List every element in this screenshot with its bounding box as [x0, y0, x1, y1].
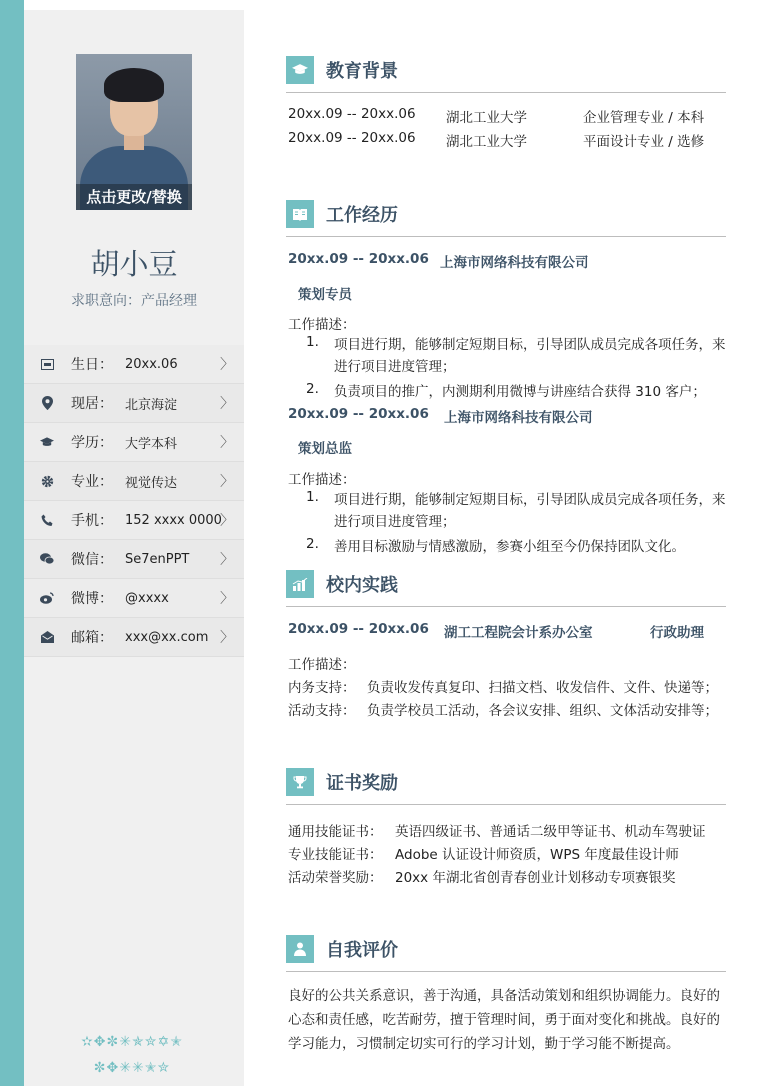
sidebar: [24, 10, 244, 1086]
campus-line: [288, 676, 718, 696]
section-title: 校内实践: [326, 575, 398, 596]
candidate-name: 胡小豆: [90, 247, 178, 281]
section-campus: [286, 570, 726, 607]
section-title: 工作经历: [326, 205, 398, 226]
award-line: [288, 866, 676, 886]
chevron-right-icon: 〉: [220, 513, 234, 529]
info-label: 微信：: [71, 552, 113, 568]
job-desc-label: 工作描述：: [288, 472, 356, 488]
job-position: 策划总监: [298, 441, 352, 457]
award-line: [288, 820, 706, 840]
info-item-education[interactable]: [24, 423, 244, 462]
section-awards: [286, 768, 726, 805]
edu-date: 20xx.09 -- 20xx.06: [288, 106, 416, 122]
info-value: xxx@xx.com: [125, 629, 209, 645]
line-text: 20xx 年湖北省创青春创业计划移动专项赛银奖: [395, 870, 676, 886]
line-text: 英语四级证书、普通话二级甲等证书、机动车驾驶证: [395, 824, 706, 840]
decorative-stars-top: ✫✥✼✳✯✮✡✭: [81, 1034, 183, 1050]
chevron-right-icon: 〉: [220, 435, 234, 451]
left-accent-bar: [0, 0, 24, 1086]
section-self-evaluation: [286, 935, 726, 972]
item-text: 负责项目的推广，内测期利用微博与讲座结合获得 310 客户；: [334, 384, 706, 400]
item-text: 项目进行期，能够制定短期目标，引导团队成员完成各项任务，来进行项目进度管理；: [334, 337, 726, 375]
item-text: 善用目标激励与情感激励，参赛小组至今仍保持团队文化。: [334, 539, 685, 555]
section-title: 自我评价: [326, 940, 398, 961]
education-row: [288, 106, 705, 126]
line-text: Adobe 认证设计师资质，WPS 年度最佳设计师: [395, 847, 679, 863]
graduation-cap-icon: [40, 435, 54, 449]
info-value: 视觉传达: [125, 475, 178, 491]
campus-desc-label: 工作描述：: [288, 657, 356, 673]
edu-major: 平面设计专业 / 选修: [583, 134, 705, 150]
location-pin-icon: [40, 396, 54, 410]
photo-replace-caption[interactable]: 点击更改/替换: [76, 184, 192, 210]
line-label: 活动支持：: [288, 703, 356, 719]
section-title: 证书奖励: [326, 773, 398, 794]
job-company: 上海市网络科技有限公司: [440, 255, 589, 271]
item-number: 1.: [306, 489, 319, 505]
personal-info-list: [24, 345, 244, 657]
profile-photo[interactable]: [76, 54, 192, 210]
info-item-major[interactable]: [24, 462, 244, 501]
line-text: 负责收发传真复印、扫描文档、收发信件、文件、快递等；: [367, 680, 718, 696]
mail-icon: [40, 630, 54, 644]
job-intent: 求职意向：产品经理: [71, 293, 197, 309]
campus-header: [288, 621, 704, 641]
info-item-email[interactable]: [24, 618, 244, 657]
campus-date: 20xx.09 -- 20xx.06: [288, 621, 429, 637]
bar-chart-icon: [286, 570, 314, 598]
person-icon: [286, 935, 314, 963]
item-number: 2.: [306, 536, 319, 552]
section-education: [286, 56, 726, 93]
item-text: 项目进行期，能够制定短期目标，引导团队成员完成各项任务，来进行项目进度管理；: [334, 492, 726, 530]
edu-major: 企业管理专业 / 本科: [583, 110, 705, 126]
chevron-right-icon: 〉: [220, 552, 234, 568]
campus-role: 行政助理: [650, 625, 704, 641]
info-label: 邮箱：: [71, 630, 113, 646]
info-item-weibo[interactable]: [24, 579, 244, 618]
edu-school: 湖北工业大学: [446, 134, 527, 150]
info-label: 手机：: [71, 513, 113, 529]
chevron-right-icon: 〉: [220, 591, 234, 607]
info-label: 专业：: [71, 474, 113, 490]
trophy-icon: [286, 768, 314, 796]
info-item-residence[interactable]: [24, 384, 244, 423]
info-label: 现居：: [71, 396, 113, 412]
job-header: [288, 406, 593, 426]
info-value: 20xx.06: [125, 356, 178, 372]
info-value: 152 xxxx 0000: [125, 512, 222, 528]
award-line: [288, 843, 679, 863]
campus-line: [288, 699, 718, 719]
weibo-icon: [40, 591, 54, 605]
line-label: 专业技能证书：: [288, 847, 383, 863]
book-icon: [286, 200, 314, 228]
decorative-stars-bottom: ✼✥✳✳✭✮: [93, 1060, 171, 1076]
section-title: 教育背景: [326, 61, 398, 82]
info-label: 学历：: [71, 435, 113, 451]
info-item-wechat[interactable]: [24, 540, 244, 579]
item-number: 2.: [306, 381, 319, 397]
wechat-icon: [40, 552, 54, 566]
job-header: [288, 251, 589, 271]
job-position: 策划专员: [298, 287, 352, 303]
job-company: 上海市网络科技有限公司: [444, 410, 593, 426]
info-value: Se7enPPT: [125, 551, 190, 567]
graduation-cap-icon: [286, 56, 314, 84]
edu-school: 湖北工业大学: [446, 110, 527, 126]
edu-date: 20xx.09 -- 20xx.06: [288, 130, 416, 146]
self-evaluation-text: 良好的公共关系意识，善于沟通，具备活动策划和组织协调能力。良好的心态和责任感，吃苦耐劳，擅于管理时间，勇于面对变化和挑战。良好的学习能力，习惯制定切实可行的学习计划，勤于学习能不断提高。: [288, 988, 720, 1052]
item-number: 1.: [306, 334, 319, 350]
education-row: [288, 130, 705, 150]
chevron-right-icon: 〉: [220, 396, 234, 412]
photo-hair: [104, 68, 164, 102]
phone-icon: [40, 513, 54, 527]
info-value: @xxxx: [125, 590, 169, 606]
info-value: 大学本科: [125, 436, 178, 452]
info-item-birthday[interactable]: [24, 345, 244, 384]
job-desc-label: 工作描述：: [288, 317, 356, 333]
info-label: 微博：: [71, 591, 113, 607]
chevron-right-icon: 〉: [220, 357, 234, 373]
line-label: 通用技能证书：: [288, 824, 383, 840]
line-label: 内务支持：: [288, 680, 356, 696]
chevron-right-icon: 〉: [220, 630, 234, 646]
info-label: 生日：: [71, 357, 113, 373]
info-value: 北京海淀: [125, 397, 178, 413]
section-work: [286, 200, 726, 237]
campus-org: 湖工工程院会计系办公室: [444, 625, 593, 641]
line-label: 活动荣誉奖励：: [288, 870, 383, 886]
line-text: 负责学校员工活动，各会议安排、组织、文体活动安排等；: [367, 703, 718, 719]
job-date: 20xx.09 -- 20xx.06: [288, 251, 429, 267]
calendar-icon: [40, 357, 54, 371]
info-item-phone[interactable]: [24, 501, 244, 540]
job-date: 20xx.09 -- 20xx.06: [288, 406, 429, 422]
chevron-right-icon: 〉: [220, 474, 234, 490]
gear-icon: [40, 474, 54, 488]
